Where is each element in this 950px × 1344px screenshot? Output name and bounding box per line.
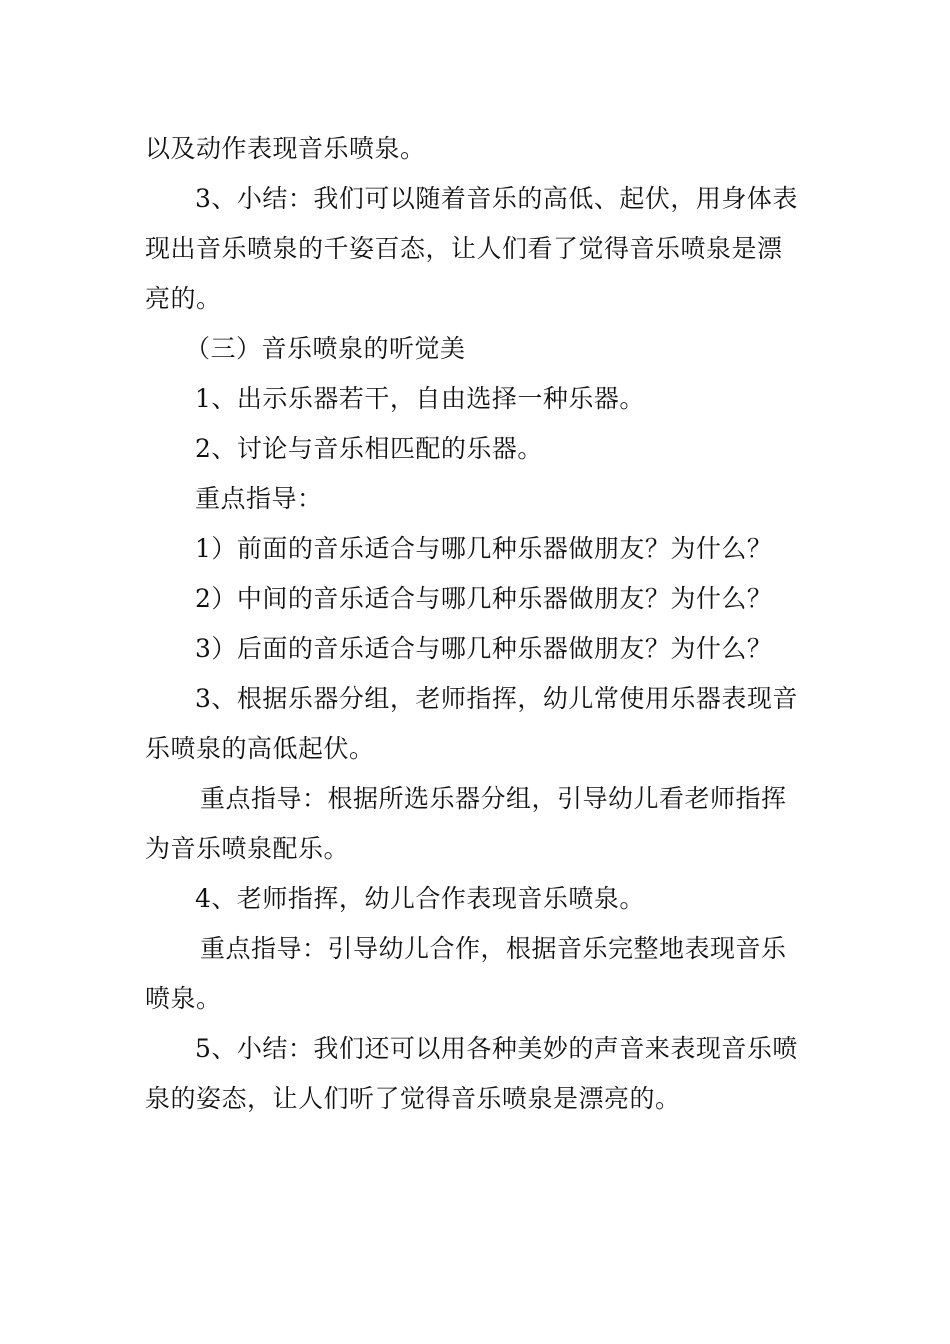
text-line: 3、根据乐器分组，老师指挥，幼儿常使用乐器表现音 [195,684,798,713]
text-line: 泉的姿态，让人们听了觉得音乐喷泉是漂亮的。 [145,1084,681,1113]
text-line: 重点指导： [195,484,323,513]
text-line: 乐喷泉的高低起伏。 [145,734,375,763]
text-line: 3）后面的音乐适合与哪几种乐器做朋友？为什么？ [195,634,773,663]
text-line: 现出音乐喷泉的千姿百态，让人们看了觉得音乐喷泉是漂 [145,234,783,263]
text-line: 2）中间的音乐适合与哪几种乐器做朋友？为什么？ [195,584,773,613]
text-line: 亮的。 [145,284,222,313]
text-line: 3、小结：我们可以随着音乐的高低、起伏，用身体表 [195,184,798,213]
text-line: 4、老师指挥，幼儿合作表现音乐喷泉。 [195,884,645,913]
text-line: 2、讨论与音乐相匹配的乐器。 [195,434,543,463]
text-line: 5、小结：我们还可以用各种美妙的声音来表现音乐喷 [195,1034,798,1063]
text-line: 以及动作表现音乐喷泉。 [145,134,426,163]
text-line: 1、出示乐器若干，自由选择一种乐器。 [195,384,645,413]
text-line: 1）前面的音乐适合与哪几种乐器做朋友？为什么？ [195,534,773,563]
text-line: 为音乐喷泉配乐。 [145,834,350,863]
text-line: 重点指导：根据所选乐器分组，引导幼儿看老师指挥 [200,784,787,813]
text-line: 重点指导：引导幼儿合作，根据音乐完整地表现音乐 [200,934,787,963]
text-line: 喷泉。 [145,984,222,1013]
section-heading: （三）音乐喷泉的听觉美 [185,334,466,363]
